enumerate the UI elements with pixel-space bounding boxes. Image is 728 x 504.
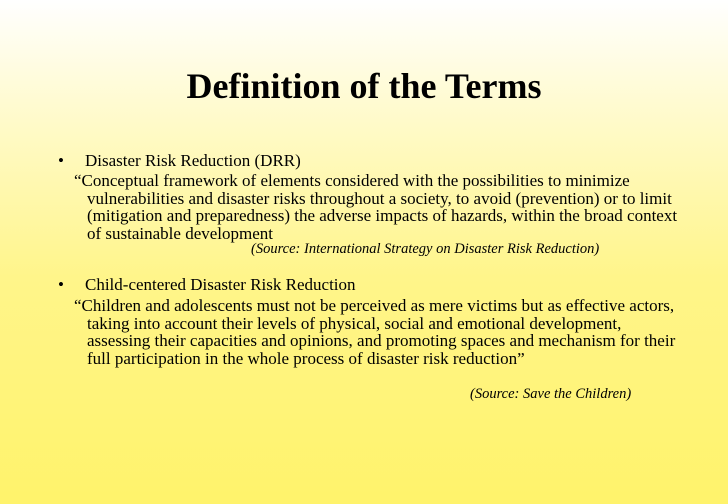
bullet-heading: Child-centered Disaster Risk Reduction (85, 275, 356, 294)
bullet-dot: • (58, 275, 64, 294)
source-citation-drr: (Source: International Strategy on Disaster Risk Reduction) (251, 241, 600, 257)
bullet-heading: Disaster Risk Reduction (DRR) (85, 151, 301, 170)
definition-quote-ccdrr: “Children and adolescents must not be perceived as mere victims but as effective actors, taking into account their levels of physical, social and emotional development, assessing their capacities and opinions, and promoting spaces and mechanism for their full participation in the whole process of disaster risk reduction” (74, 296, 676, 368)
bullet-item-ccdrr (58, 275, 356, 294)
slide-title: Definition of the Terms (186, 66, 542, 106)
bullet-item-drr (58, 151, 301, 170)
definition-quote-drr: “Conceptual framework of elements considered with the possibilities to minimize vulnerabilities and disaster risks throughout a society, to avoid (prevention) or to limit (mitigation and preparedness) the adverse impacts of hazards, within the broad context of sustainable development (74, 171, 678, 243)
source-citation-ccdrr: (Source: Save the Children) (470, 386, 632, 402)
bullet-dot: • (58, 151, 64, 170)
